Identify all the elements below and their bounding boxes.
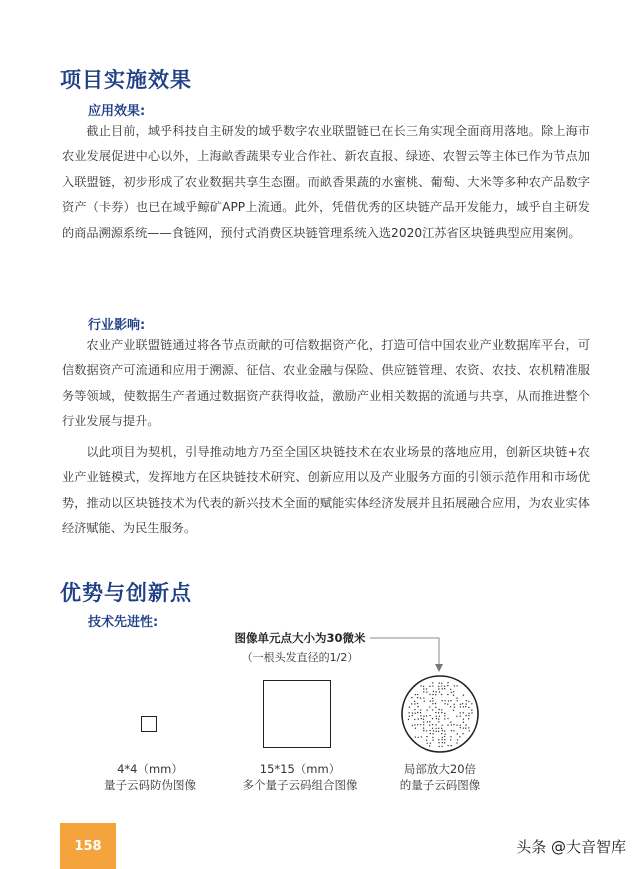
code-dot (438, 709, 439, 710)
code-dot (450, 706, 451, 707)
large-code-square (263, 680, 331, 748)
code-dot (456, 724, 457, 725)
code-dot (421, 736, 422, 737)
code-dot (414, 703, 415, 704)
watermark: 头条 @大音智库 (516, 838, 626, 856)
caption-large-code (230, 761, 370, 793)
code-dot (460, 704, 461, 705)
caption-magnified-code (385, 761, 495, 793)
code-dot (438, 742, 439, 743)
code-dot (423, 727, 424, 728)
paragraph-industry-impact-1: 农业产业联盟链通过将各节点贡献的可信数据资产化，打造可信中国农业产业数据库平台，可信数据资产可流通和应用于溯源、征信、农业金融与保险、供应链管理、农资、农技、农机精准服务等领域，使数据生产者通过数据资产获得收益，激励产业相关数据的流通与共享，从而推进整个行业发展与提升。 (62, 338, 590, 429)
code-dot (430, 742, 431, 743)
code-dot (468, 727, 469, 728)
code-dot (435, 712, 436, 713)
code-dot (444, 703, 445, 704)
code-dot (463, 727, 464, 728)
code-dot (444, 715, 445, 716)
caption-large-code-text: 多个量子云码组合图像 (242, 778, 358, 792)
code-dot (468, 701, 469, 702)
code-dot (442, 737, 443, 738)
code-dot (421, 718, 422, 719)
code-dot (471, 703, 472, 704)
code-dot (463, 712, 464, 713)
code-dot (460, 725, 461, 726)
code-dot (454, 707, 455, 708)
code-dot (438, 718, 439, 719)
code-dot (411, 703, 412, 704)
code-dot (433, 730, 434, 731)
code-dot (441, 683, 442, 684)
code-dot (432, 700, 433, 701)
code-dot (441, 739, 442, 740)
code-dot (447, 745, 448, 746)
code-dot (412, 712, 413, 713)
code-dot (432, 682, 433, 683)
code-dot (429, 745, 430, 746)
code-dot (414, 719, 415, 720)
code-dot (420, 685, 421, 686)
code-dot (441, 694, 442, 695)
code-dot (444, 734, 445, 735)
code-dot (442, 688, 443, 689)
code-dot (432, 733, 433, 734)
code-dot (408, 719, 409, 720)
code-dot (466, 700, 467, 701)
page-number-tab (60, 823, 116, 869)
code-dot (450, 700, 451, 701)
code-dot (417, 703, 418, 704)
code-dot (423, 716, 424, 717)
code-dot (438, 721, 439, 722)
code-dot (417, 712, 418, 713)
code-dot (409, 706, 410, 707)
code-dot (417, 706, 418, 707)
section-title-advantages-innovation: 优势与创新点 (60, 581, 192, 605)
code-dot (438, 688, 439, 689)
code-dot (412, 715, 413, 716)
code-dot (432, 709, 433, 710)
code-dot (426, 740, 427, 741)
code-dot (426, 715, 427, 716)
caption-small-code-size: 4*4（mm） (117, 762, 183, 776)
code-dot (423, 688, 424, 689)
code-dot (423, 730, 424, 731)
code-dot (432, 724, 433, 725)
code-dot (415, 694, 416, 695)
code-dot (456, 716, 457, 717)
code-dot (418, 718, 419, 719)
code-dot (436, 718, 437, 719)
callout-arrow (370, 638, 439, 668)
code-dot (423, 719, 424, 720)
code-dot (447, 694, 448, 695)
code-dot (463, 718, 464, 719)
subheading-application-effects: 应用效果: (88, 104, 146, 119)
code-dot (430, 733, 431, 734)
code-dot (456, 742, 457, 743)
code-dot (462, 733, 463, 734)
code-dot (444, 718, 445, 719)
code-dot (438, 728, 439, 729)
code-dot (444, 736, 445, 737)
code-dot (432, 737, 433, 738)
code-dot (460, 727, 461, 728)
code-dot (441, 733, 442, 734)
code-dot (423, 691, 424, 692)
code-dot (463, 695, 464, 696)
code-dot (468, 707, 469, 708)
code-dot (426, 730, 427, 731)
code-dot (423, 721, 424, 722)
caption-small-code-text: 量子云码防伪图像 (104, 778, 196, 792)
code-dot (457, 700, 458, 701)
code-dot (433, 691, 434, 692)
code-dot (439, 716, 440, 717)
code-dot (439, 682, 440, 683)
code-dot (426, 736, 427, 737)
code-dot (432, 739, 433, 740)
code-dot (426, 688, 427, 689)
code-dot (451, 692, 452, 693)
code-dot (441, 728, 442, 729)
small-code-square (141, 716, 157, 732)
code-dot (465, 715, 466, 716)
code-dot (420, 724, 421, 725)
code-dot (411, 697, 412, 698)
code-dot (441, 685, 442, 686)
code-dot (460, 715, 461, 716)
code-dot (448, 700, 449, 701)
code-dot (444, 713, 445, 714)
code-dot (441, 712, 442, 713)
code-dot (450, 745, 451, 746)
code-dot (414, 701, 415, 702)
code-dot (438, 731, 439, 732)
code-dot (457, 739, 458, 740)
code-dot (441, 746, 442, 747)
code-dot (447, 718, 448, 719)
code-dot (414, 709, 415, 710)
code-dot (426, 691, 427, 692)
magnified-code-circle (402, 676, 478, 752)
caption-small-code (100, 761, 200, 793)
code-dot (417, 697, 418, 698)
code-dot (453, 730, 454, 731)
code-dot (429, 730, 430, 731)
code-dot (441, 725, 442, 726)
code-dot (439, 691, 440, 692)
code-dot (447, 724, 448, 725)
code-dot (454, 685, 455, 686)
code-dot (447, 704, 448, 705)
paragraph-application-effects: 截止目前，域乎科技自主研发的域乎数字农业联盟链已在长三角实现全面商用落地。除上海市农业发展促进中心以外，上海畝香蔬果专业合作社、新农直报、绿迹、农智云等主体已作为节点加入联盟链，初步形成了农业数据共享生态圈。而畝香果蔬的水蜜桃、葡萄、大米等多种农产品数字资产（卡券）也已在域乎鲸矿APP上流通。此外，凭借优秀的区块链产品开发能力，域乎自主研发的商品溯源系统——食链网，预付式消费区块链管理系统入选2020江苏省区块链典型应用案例。 (62, 124, 590, 240)
code-dot (415, 728, 416, 729)
code-dot (456, 698, 457, 699)
code-dot (468, 718, 469, 719)
code-dot (415, 736, 416, 737)
code-dot (414, 713, 415, 714)
code-dot (414, 724, 415, 725)
code-dot (447, 685, 448, 686)
code-dot (450, 689, 451, 690)
code-dot (435, 731, 436, 732)
code-dot (465, 727, 466, 728)
code-dot (471, 709, 472, 710)
code-dot (457, 733, 458, 734)
code-dot (429, 686, 430, 687)
code-dot (441, 709, 442, 710)
code-dot (432, 718, 433, 719)
code-dot (442, 730, 443, 731)
code-dot (450, 736, 451, 737)
code-dot (432, 703, 433, 704)
caption-large-code-size: 15*15（mm） (259, 762, 341, 776)
code-dot (423, 686, 424, 687)
code-dot (429, 724, 430, 725)
code-dot (444, 730, 445, 731)
paragraph-industry-impact-2: 以此项目为契机，引导推动地方乃至全国区块链技术在农业场景的落地应用，创新区块链+农业产业链模式，发挥地方在区块链技术研究、创新应用以及产业服务方面的引领示范作用和市场优势，推动以区块链技术为代表的新兴技术全面的赋能实体经济发展并且拓展融合应用，为农业实体经济赋能、为民生服务。 (62, 445, 590, 536)
code-dot (423, 724, 424, 725)
code-dot (469, 730, 470, 731)
subheading-industry-impact: 行业影响: (88, 318, 146, 333)
code-dot (465, 724, 466, 725)
code-dot (453, 695, 454, 696)
code-dot (408, 712, 409, 713)
code-dot (450, 722, 451, 723)
code-dot (441, 700, 442, 701)
code-dot (438, 739, 439, 740)
code-dot (412, 725, 413, 726)
code-dot (420, 697, 421, 698)
code-dot (459, 736, 460, 737)
code-dot (420, 715, 421, 716)
code-dot (438, 746, 439, 747)
code-dot (429, 721, 430, 722)
code-dot (429, 694, 430, 695)
subheading-technical-advancement: 技术先进性: (88, 615, 159, 630)
page-number: 158 (74, 838, 102, 854)
code-dot (444, 739, 445, 740)
code-dot (453, 704, 454, 705)
code-dot (427, 742, 428, 743)
code-dot (444, 700, 445, 701)
code-dot (432, 698, 433, 699)
code-dot (427, 721, 428, 722)
section-title-implementation-effects: 项目实施效果 (60, 68, 192, 92)
code-dot (466, 703, 467, 704)
code-dot (451, 724, 452, 725)
code-dot (453, 710, 454, 711)
code-dot (463, 706, 464, 707)
code-dot (435, 694, 436, 695)
code-dot (468, 713, 469, 714)
caption-magnified-code-zoom: 局部放大20倍 (403, 762, 477, 776)
code-dot (468, 715, 469, 716)
code-dot (462, 703, 463, 704)
code-dot (444, 742, 445, 743)
code-dot (423, 697, 424, 698)
code-dot (432, 728, 433, 729)
code-dot (435, 707, 436, 708)
code-dot (438, 686, 439, 687)
code-dot (460, 712, 461, 713)
code-dot (460, 706, 461, 707)
code-dot (436, 716, 437, 717)
code-dot (435, 691, 436, 692)
dot-size-note-subtitle: （一根头发直径的1/2） (241, 651, 359, 664)
code-dot (450, 739, 451, 740)
code-dot (451, 730, 452, 731)
code-dot (417, 724, 418, 725)
caption-magnified-code-text: 的量子云码图像 (399, 778, 481, 792)
code-dot (426, 709, 427, 710)
code-dot (444, 686, 445, 687)
code-dot (435, 724, 436, 725)
code-dot (453, 724, 454, 725)
code-dot (438, 712, 439, 713)
code-dot (430, 701, 431, 702)
code-dot (417, 694, 418, 695)
code-dot (432, 694, 433, 695)
code-dot (435, 703, 436, 704)
code-dot (447, 682, 448, 683)
dot-size-note-title: 图像单元点大小为30微米 (234, 631, 366, 645)
code-dot (456, 685, 457, 686)
code-dot (435, 728, 436, 729)
code-dot (471, 712, 472, 713)
code-dot (453, 691, 454, 692)
code-dot (463, 722, 464, 723)
code-dot (418, 737, 419, 738)
code-dot (429, 706, 430, 707)
code-dot (465, 706, 466, 707)
code-dot (409, 715, 410, 716)
code-dot (420, 709, 421, 710)
code-dot (444, 688, 445, 689)
code-dot (420, 712, 421, 713)
code-dot (429, 715, 430, 716)
code-dot (432, 685, 433, 686)
code-dot (424, 701, 425, 702)
code-dot (442, 742, 443, 743)
